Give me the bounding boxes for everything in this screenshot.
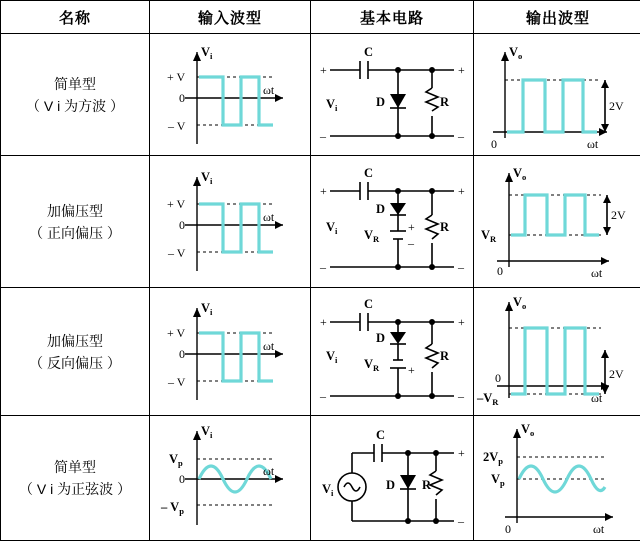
- svg-text:VR: $V_R$: [364, 356, 380, 373]
- svg-text:ωt: ωt: [263, 464, 275, 478]
- row-2-name-cell: [1, 156, 150, 288]
- svg-text:C: C: [376, 428, 386, 442]
- svg-text:R: R: [440, 348, 450, 363]
- table-row: [1, 34, 640, 156]
- row-3-circuit: [311, 288, 474, 416]
- svg-text:–: –: [320, 388, 326, 403]
- row-4-name-cell: [1, 416, 150, 541]
- svg-text:VR: $V_R$: [481, 227, 497, 244]
- svg-text:2Vp: $2V_p$: [483, 450, 504, 466]
- row-4-name-line1: 简单型: [54, 459, 96, 475]
- row-1-input-waveform: [150, 34, 311, 156]
- svg-text:0: 0: [179, 472, 185, 486]
- svg-text:2V: 2V: [611, 207, 626, 222]
- svg-text:C: C: [364, 165, 374, 180]
- svg-text:D: D: [376, 94, 386, 109]
- svg-text:+: +: [320, 183, 327, 198]
- row-2-output-waveform: [474, 156, 640, 288]
- row-4-output-waveform: [474, 416, 640, 541]
- svg-text:2V: 2V: [609, 98, 624, 113]
- row-2-name-line1: 加偏压型: [47, 202, 103, 219]
- svg-text:+: +: [458, 62, 465, 77]
- row-3-input-waveform: [150, 288, 311, 416]
- svg-text:–: –: [458, 514, 464, 528]
- svg-text:C: C: [364, 296, 374, 311]
- svg-text:D: D: [376, 201, 386, 216]
- row-1-circuit: [311, 34, 474, 156]
- svg-text:+: +: [458, 446, 465, 460]
- svg-text:0: 0: [179, 346, 185, 361]
- svg-text:ωt: ωt: [593, 522, 605, 536]
- svg-text:Vp: $V_p$: [169, 452, 183, 468]
- svg-text:– V: – V: [168, 245, 186, 260]
- svg-text:+ V: + V: [167, 196, 186, 211]
- table-row: [1, 156, 640, 288]
- svg-text:ωt: ωt: [263, 209, 275, 224]
- svg-text:0: 0: [505, 522, 511, 536]
- svg-text:+: +: [408, 219, 415, 234]
- svg-text:2V: 2V: [609, 366, 624, 381]
- row-1-output-waveform: [474, 34, 640, 156]
- svg-text:+ V: + V: [167, 325, 186, 340]
- svg-text:Vi: $V_i$: [201, 424, 213, 440]
- svg-text:–: –: [320, 259, 326, 274]
- svg-text:0: 0: [491, 136, 497, 151]
- svg-text:+: +: [458, 183, 465, 198]
- row-4-input-waveform: [150, 416, 311, 541]
- svg-text:ωt: ωt: [263, 82, 275, 97]
- row-3-name-cell: [1, 288, 150, 416]
- svg-text:+: +: [408, 362, 415, 377]
- svg-text:Vo: $V_o$: [513, 165, 527, 182]
- svg-text:D: D: [386, 478, 396, 492]
- svg-text:R: R: [440, 219, 450, 234]
- svg-text:ωt: ωt: [263, 338, 275, 353]
- svg-text:0: 0: [495, 370, 501, 385]
- table-row: [1, 416, 640, 541]
- svg-text:– V: – V: [168, 118, 186, 133]
- svg-text:R: R: [422, 478, 432, 492]
- svg-text:Vi: $V_i$: [326, 96, 338, 113]
- svg-text:+ V: + V: [167, 69, 186, 84]
- svg-text:C: C: [364, 44, 374, 59]
- svg-text:+: +: [320, 314, 327, 329]
- row-3-output-waveform: [474, 288, 640, 416]
- row-4-circuit: [311, 416, 474, 541]
- svg-text:D: D: [376, 330, 386, 345]
- svg-text:–: –: [458, 259, 464, 274]
- header-output-waveform: 输出波型: [474, 1, 640, 34]
- row-3-name-line2: （ 反向偏压 ）: [29, 354, 121, 371]
- row-2-input-waveform: [150, 156, 311, 288]
- svg-text:VR: $V_R$: [364, 227, 380, 244]
- svg-text:ωt: ωt: [591, 390, 603, 405]
- svg-text:Vp: $V_p$: [491, 472, 505, 488]
- svg-text:Vi: $V_i$: [201, 169, 213, 186]
- svg-text:Vi: $V_i$: [326, 348, 338, 365]
- svg-text:ωt: ωt: [587, 136, 599, 151]
- svg-text:Vi: $V_i$: [201, 300, 213, 317]
- row-1-name-line2: （ V i 为方波 ）: [25, 97, 124, 114]
- row-2-name-line2: （ 正向偏压 ）: [29, 224, 121, 241]
- row-3-name-line1: 加偏压型: [47, 332, 103, 349]
- header-basic-circuit: 基本电路: [311, 1, 474, 34]
- table-row: [1, 288, 640, 416]
- row-4-name-line2: （ V i 为正弦波 ）: [18, 481, 131, 497]
- svg-text:+: +: [458, 314, 465, 329]
- svg-text:–: –: [458, 388, 464, 403]
- svg-text:–: –: [408, 235, 414, 250]
- table-header-row: [1, 1, 640, 34]
- svg-text:0: 0: [179, 217, 185, 232]
- svg-text:–: –: [320, 128, 326, 143]
- svg-text:–VR: $-V_R$: [477, 390, 499, 407]
- svg-text:+: +: [320, 62, 327, 77]
- svg-text:ωt: ωt: [591, 265, 603, 280]
- svg-text:Vo: $V_o$: [513, 294, 527, 311]
- svg-text:– Vp: – $V_p$: [161, 500, 184, 516]
- svg-text:Vi: $V_i$: [322, 482, 334, 498]
- header-input-waveform: 输入波型: [150, 1, 311, 34]
- row-1-name-cell: [1, 34, 150, 156]
- svg-text:Vi: $V_i$: [326, 219, 338, 236]
- svg-text:0: 0: [179, 90, 185, 105]
- svg-text:Vo: $V_o$: [521, 422, 535, 438]
- svg-text:– V: – V: [168, 374, 186, 389]
- svg-text:Vi: $V_i$: [201, 44, 213, 61]
- row-2-circuit: [311, 156, 474, 288]
- svg-text:Vo: $V_o$: [509, 44, 523, 61]
- header-name: 名称: [1, 1, 150, 34]
- row-1-name-line1: 简单型: [54, 75, 96, 92]
- svg-text:R: R: [440, 94, 450, 109]
- svg-text:0: 0: [497, 263, 503, 278]
- svg-text:–: –: [458, 128, 464, 143]
